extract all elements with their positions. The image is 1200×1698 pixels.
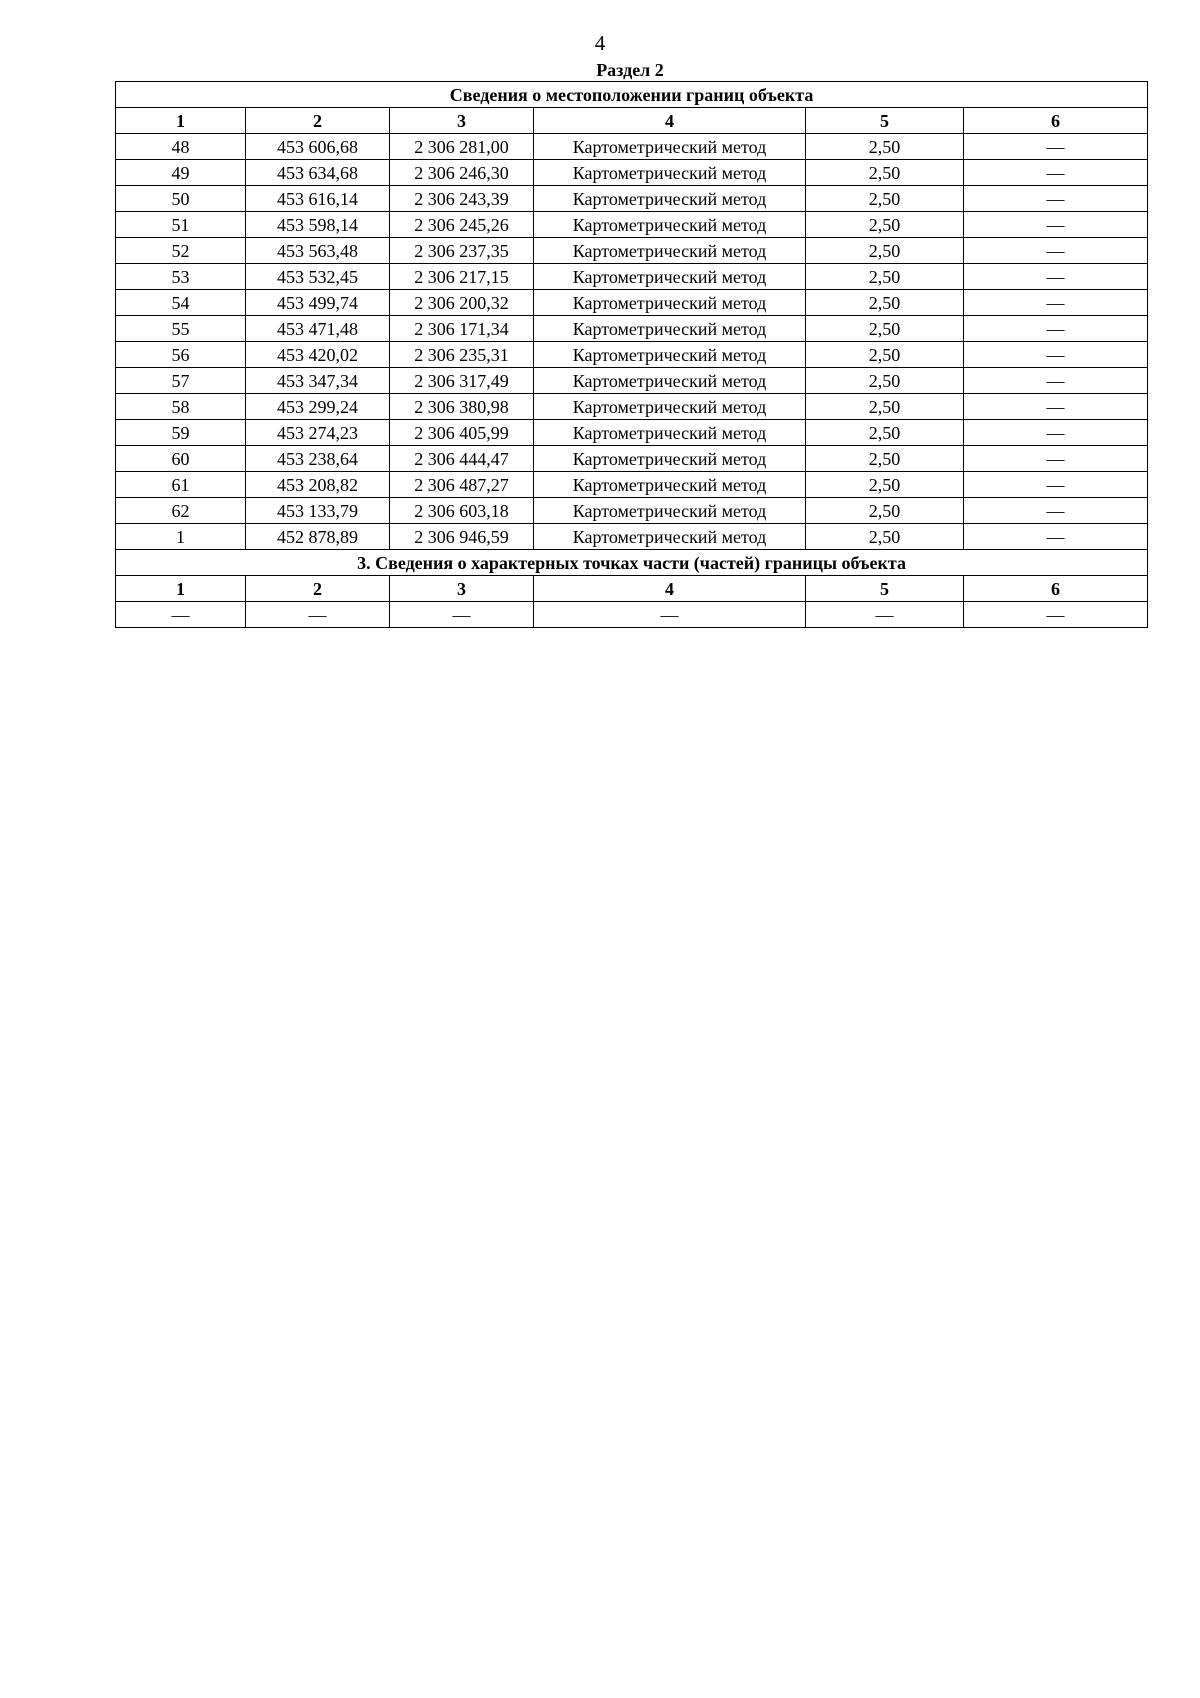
table-cell: Картометрический метод xyxy=(534,394,806,420)
column-header: 4 xyxy=(534,108,806,134)
table-cell: 2 306 444,47 xyxy=(390,446,534,472)
table-cell: 59 xyxy=(116,420,246,446)
table-cell: Картометрический метод xyxy=(534,446,806,472)
table-row xyxy=(116,134,1148,160)
boundary-table xyxy=(115,81,1148,628)
table-cell: 2 306 235,31 xyxy=(390,342,534,368)
table-cell: 49 xyxy=(116,160,246,186)
table-cell: 2 306 246,30 xyxy=(390,160,534,186)
table-cell: 453 598,14 xyxy=(246,212,390,238)
table-cell: — xyxy=(964,498,1148,524)
column-header: 6 xyxy=(964,576,1148,602)
table-row xyxy=(116,602,1148,628)
table2-header-row xyxy=(116,576,1148,602)
table-row xyxy=(116,316,1148,342)
table-cell: Картометрический метод xyxy=(534,238,806,264)
table-cell: Картометрический метод xyxy=(534,420,806,446)
table-cell: 2,50 xyxy=(806,498,964,524)
table-cell: 452 878,89 xyxy=(246,524,390,550)
table-row xyxy=(116,264,1148,290)
table-cell: 61 xyxy=(116,472,246,498)
table-row xyxy=(116,290,1148,316)
table-cell: 2 306 487,27 xyxy=(390,472,534,498)
column-header: 5 xyxy=(806,576,964,602)
table-cell: 2 306 317,49 xyxy=(390,368,534,394)
table-row xyxy=(116,446,1148,472)
table-cell: Картометрический метод xyxy=(534,342,806,368)
column-header: 5 xyxy=(806,108,964,134)
column-header: 2 xyxy=(246,576,390,602)
table-cell: 51 xyxy=(116,212,246,238)
table-row xyxy=(116,524,1148,550)
table-cell: — xyxy=(246,602,390,628)
table-row xyxy=(116,420,1148,446)
table-row xyxy=(116,238,1148,264)
table-cell: 1 xyxy=(116,524,246,550)
table-cell: 62 xyxy=(116,498,246,524)
table-cell: 2,50 xyxy=(806,394,964,420)
table-cell: 2 306 405,99 xyxy=(390,420,534,446)
table-cell: — xyxy=(806,602,964,628)
table-cell: 2 306 245,26 xyxy=(390,212,534,238)
table-cell: — xyxy=(964,186,1148,212)
table-cell: 54 xyxy=(116,290,246,316)
table-cell: 50 xyxy=(116,186,246,212)
table-cell: 2,50 xyxy=(806,264,964,290)
table1-caption-cell: Сведения о местоположении границ объекта xyxy=(116,82,1148,108)
table-cell: Картометрический метод xyxy=(534,212,806,238)
table-row xyxy=(116,160,1148,186)
table-cell: 2,50 xyxy=(806,420,964,446)
table-cell: Картометрический метод xyxy=(534,368,806,394)
table-cell: — xyxy=(964,394,1148,420)
table-cell: Картометрический метод xyxy=(534,290,806,316)
table-cell: 2,50 xyxy=(806,134,964,160)
table-cell: Картометрический метод xyxy=(534,186,806,212)
column-header: 4 xyxy=(534,576,806,602)
table-cell: 2 306 200,32 xyxy=(390,290,534,316)
table-cell: 2,50 xyxy=(806,186,964,212)
table-cell: 2 306 217,15 xyxy=(390,264,534,290)
table-row xyxy=(116,394,1148,420)
table-cell: 2,50 xyxy=(806,316,964,342)
table-cell: Картометрический метод xyxy=(534,472,806,498)
table-cell: Картометрический метод xyxy=(534,524,806,550)
table-cell: 453 616,14 xyxy=(246,186,390,212)
table-cell: — xyxy=(964,160,1148,186)
table-body xyxy=(116,82,1148,628)
table-cell: 2 306 946,59 xyxy=(390,524,534,550)
table-cell: 453 133,79 xyxy=(246,498,390,524)
table-cell: 453 347,34 xyxy=(246,368,390,394)
table-cell: 2,50 xyxy=(806,290,964,316)
table-row xyxy=(116,342,1148,368)
table-cell: 60 xyxy=(116,446,246,472)
table-cell: 2,50 xyxy=(806,446,964,472)
column-header: 3 xyxy=(390,108,534,134)
column-header: 1 xyxy=(116,108,246,134)
table-row xyxy=(116,498,1148,524)
table-cell: — xyxy=(964,524,1148,550)
column-header: 2 xyxy=(246,108,390,134)
table-cell: 2,50 xyxy=(806,212,964,238)
table-cell: 2 306 380,98 xyxy=(390,394,534,420)
table-cell: 453 563,48 xyxy=(246,238,390,264)
table-cell: — xyxy=(534,602,806,628)
table-cell: 2,50 xyxy=(806,524,964,550)
column-header: 6 xyxy=(964,108,1148,134)
table-cell: — xyxy=(964,212,1148,238)
column-header: 1 xyxy=(116,576,246,602)
table2-caption xyxy=(116,550,1148,576)
table-cell: 2 306 603,18 xyxy=(390,498,534,524)
table-cell: 2,50 xyxy=(806,368,964,394)
table-cell: 453 499,74 xyxy=(246,290,390,316)
table-cell: Картометрический метод xyxy=(534,264,806,290)
table-cell: — xyxy=(964,316,1148,342)
table-cell: 2,50 xyxy=(806,342,964,368)
table-cell: Картометрический метод xyxy=(534,160,806,186)
table-cell: 453 471,48 xyxy=(246,316,390,342)
page-number: 4 xyxy=(594,31,606,55)
table-cell: 52 xyxy=(116,238,246,264)
table-cell: — xyxy=(964,602,1148,628)
table-cell: 453 420,02 xyxy=(246,342,390,368)
table1-caption xyxy=(116,82,1148,108)
table-row xyxy=(116,186,1148,212)
table-row xyxy=(116,472,1148,498)
table-cell: 2 306 281,00 xyxy=(390,134,534,160)
table-cell: — xyxy=(964,368,1148,394)
table-cell: 453 299,24 xyxy=(246,394,390,420)
table-cell: 453 238,64 xyxy=(246,446,390,472)
section-title: Раздел 2 xyxy=(596,60,664,80)
table-cell: Картометрический метод xyxy=(534,316,806,342)
table-cell: 2 306 243,39 xyxy=(390,186,534,212)
table-cell: 53 xyxy=(116,264,246,290)
table-cell: 55 xyxy=(116,316,246,342)
table-cell: — xyxy=(964,238,1148,264)
table-cell: 48 xyxy=(116,134,246,160)
table-cell: Картометрический метод xyxy=(534,498,806,524)
table1-header-row xyxy=(116,108,1148,134)
table-cell: Картометрический метод xyxy=(534,134,806,160)
table-cell: 57 xyxy=(116,368,246,394)
table-cell: 453 606,68 xyxy=(246,134,390,160)
table-cell: 58 xyxy=(116,394,246,420)
table-cell: 453 634,68 xyxy=(246,160,390,186)
table-cell: 2 306 237,35 xyxy=(390,238,534,264)
table-row xyxy=(116,212,1148,238)
table-cell: — xyxy=(964,420,1148,446)
table-cell: — xyxy=(116,602,246,628)
table-cell: 2,50 xyxy=(806,160,964,186)
table-cell: — xyxy=(964,290,1148,316)
table-cell: — xyxy=(964,472,1148,498)
table-cell: 453 532,45 xyxy=(246,264,390,290)
table-cell: 2,50 xyxy=(806,238,964,264)
table-cell: 2,50 xyxy=(806,472,964,498)
table-cell: — xyxy=(964,264,1148,290)
table-row xyxy=(116,368,1148,394)
table-cell: 453 208,82 xyxy=(246,472,390,498)
table2-caption-cell: 3. Сведения о характерных точках части (частей) границы объекта xyxy=(116,550,1148,576)
table-cell: 453 274,23 xyxy=(246,420,390,446)
table-cell: 2 306 171,34 xyxy=(390,316,534,342)
table-cell: — xyxy=(964,342,1148,368)
table-cell: — xyxy=(390,602,534,628)
column-header: 3 xyxy=(390,576,534,602)
table-cell: 56 xyxy=(116,342,246,368)
table-cell: — xyxy=(964,446,1148,472)
table-cell: — xyxy=(964,134,1148,160)
